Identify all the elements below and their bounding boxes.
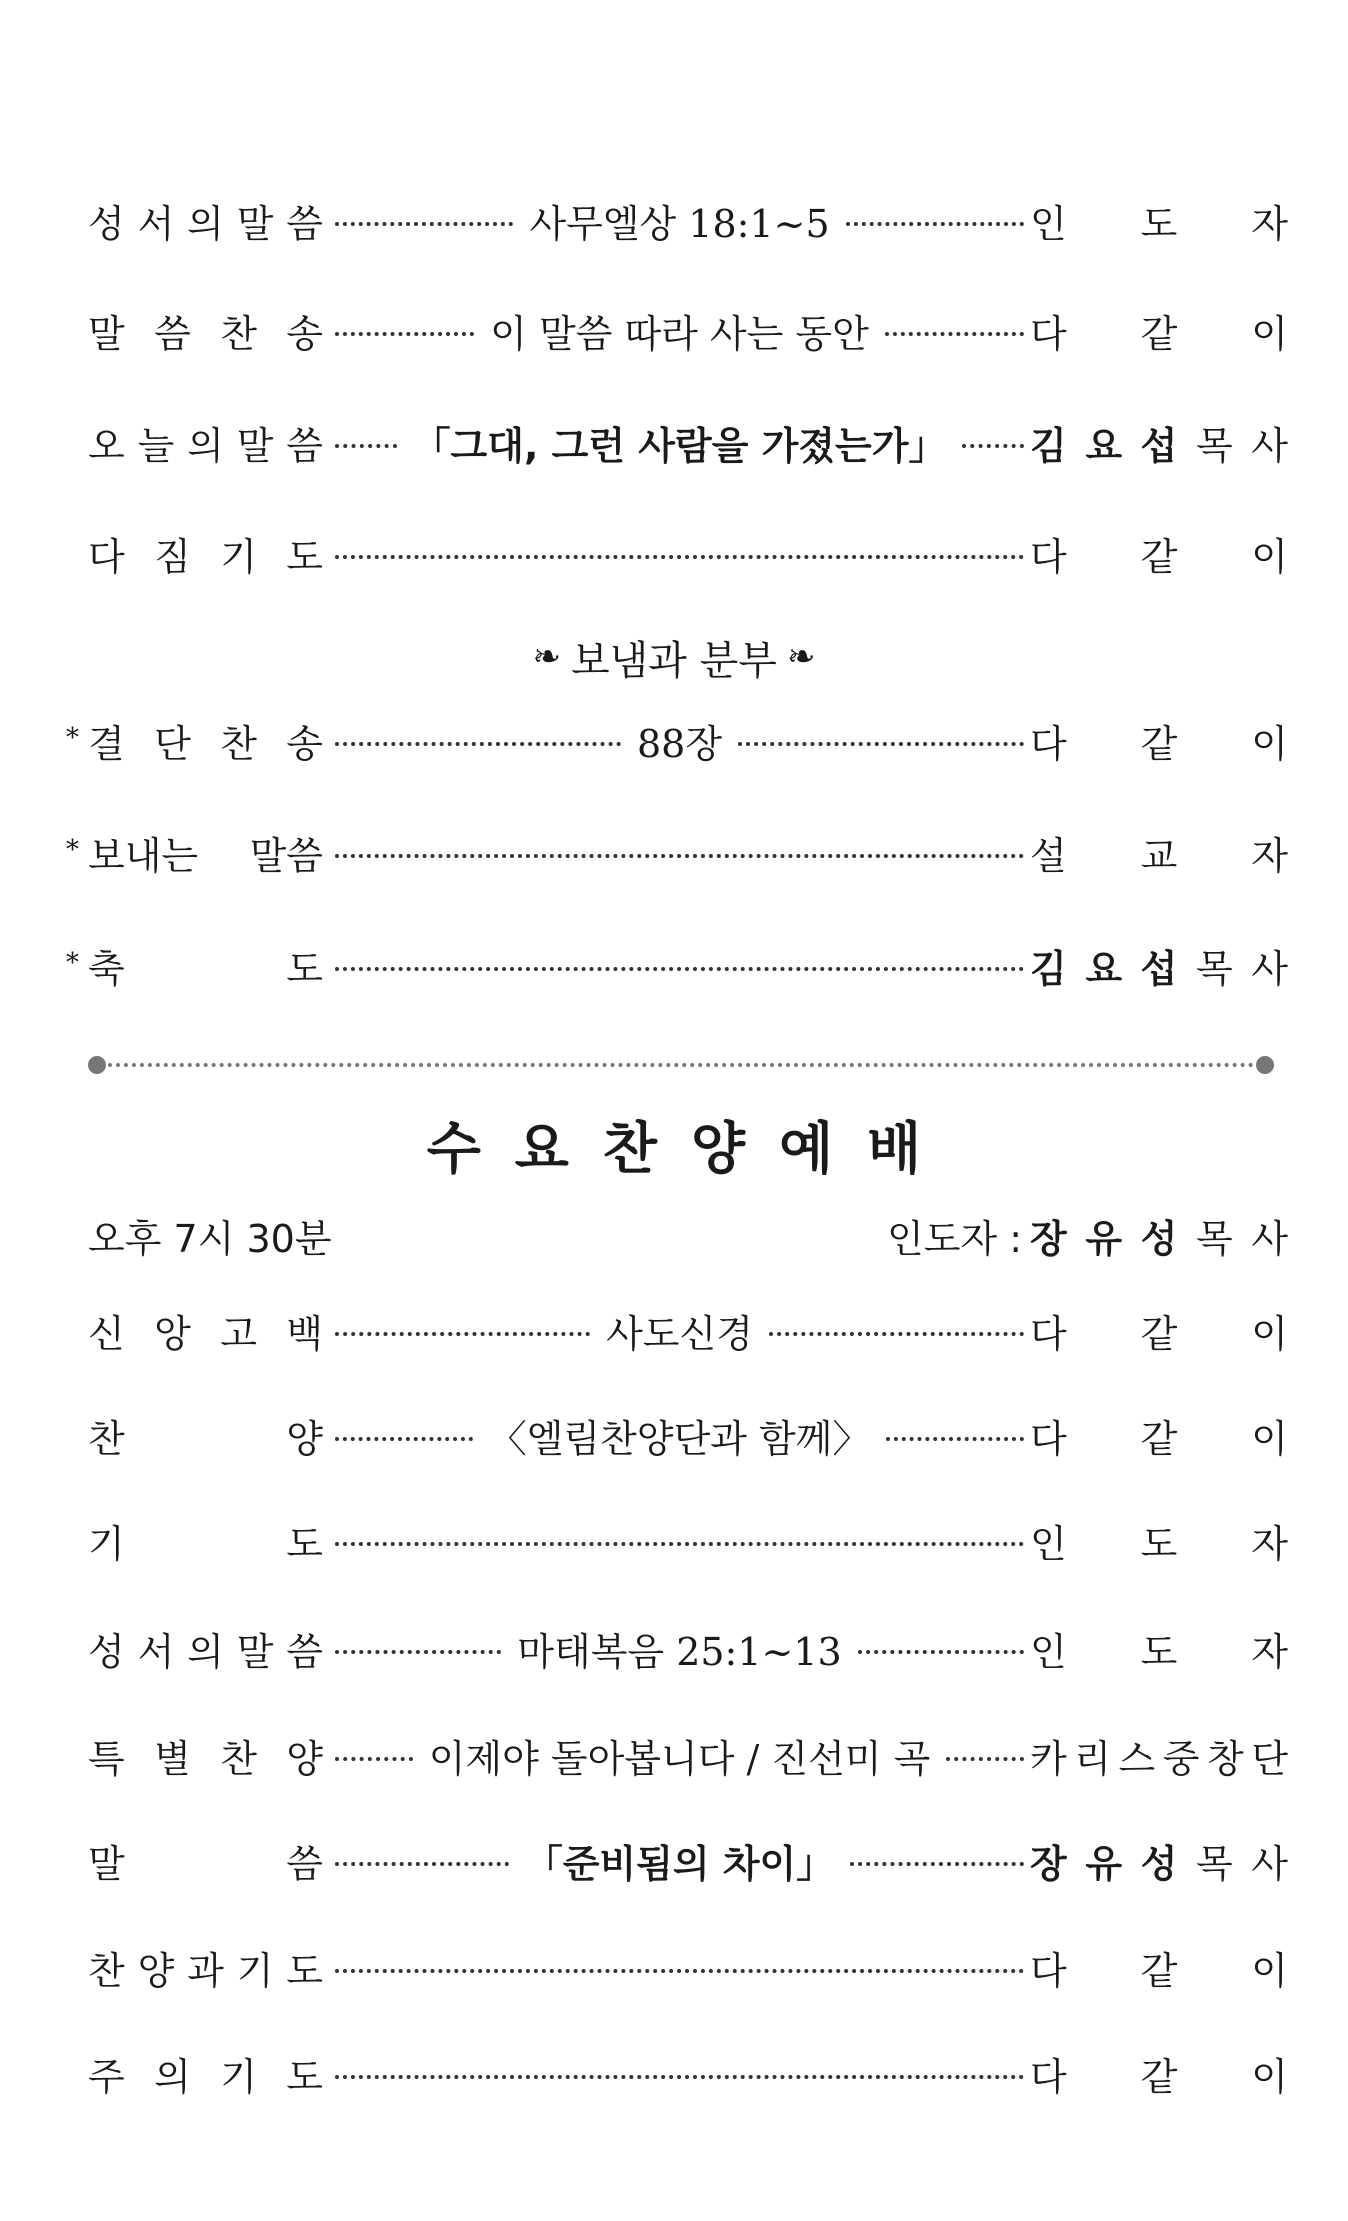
leader-name-char: 유 <box>1085 1216 1123 1261</box>
row-label-char: 찬 <box>220 311 257 356</box>
row-person-char: 자 <box>1251 201 1288 246</box>
row-leader-dots <box>335 303 1024 358</box>
ornament-right-icon: ❧ <box>786 637 816 677</box>
row-label-char: 기 <box>220 2054 257 2099</box>
row-person <box>1030 1728 1288 1783</box>
row-label-char: 성 <box>88 201 125 246</box>
row-person-char: 이 <box>1251 1311 1288 1356</box>
row-label-char: 특 <box>88 1736 125 1781</box>
row-label-char: 고 <box>220 1311 257 1356</box>
row-label-char: 말 <box>236 201 274 246</box>
row-label-char: 단 <box>154 721 191 766</box>
row-label-char: 성 <box>88 1629 125 1674</box>
row-label-char: 과 <box>187 1948 224 1993</box>
row-person <box>1030 1303 1288 1358</box>
row-leader-dots <box>335 1408 1024 1463</box>
row-person-char: 같 <box>1140 1311 1178 1356</box>
row-person-char: 섭 <box>1140 423 1178 468</box>
row-person <box>1030 713 1288 768</box>
row-label-char: 의 <box>187 201 224 246</box>
row-content: 「준비됨의 차이」 <box>524 1841 835 1886</box>
leader-name-char: 사 <box>1251 1216 1288 1261</box>
row-label-char: 도 <box>286 946 323 991</box>
row-label <box>88 303 323 358</box>
row-person-char: 같 <box>1140 311 1178 356</box>
row-label-char: 서 <box>137 201 175 246</box>
row-label-char: 도 <box>286 1948 323 1993</box>
row-person-char: 자 <box>1251 1521 1288 1566</box>
row-person <box>1030 825 1288 880</box>
row-leader-dots <box>335 1728 1024 1783</box>
row-content: 마태복음 25:1~13 <box>517 1629 842 1674</box>
row-label-char: 도 <box>286 1521 323 1566</box>
row-person-char: 요 <box>1085 423 1123 468</box>
leader-label: 인도자 : <box>886 1216 1022 1261</box>
row-label <box>88 193 323 248</box>
row-label-char: 늘 <box>137 423 175 468</box>
row-person-char: 도 <box>1140 1521 1178 1566</box>
service-row <box>88 1405 1288 1465</box>
leader-name-char: 목 <box>1195 1216 1233 1261</box>
row-label-char: 다 <box>88 534 125 579</box>
row-label-char: 기 <box>220 534 257 579</box>
row-person-char: 설 <box>1030 833 1067 878</box>
row-label-char: 의 <box>187 423 224 468</box>
row-label-char: 오 <box>88 423 125 468</box>
row-person-char: 같 <box>1140 1416 1178 1461</box>
row-label-char: 말 <box>236 423 274 468</box>
row-person-char: 김 <box>1030 423 1067 468</box>
row-person <box>1030 938 1288 993</box>
row-label-char: 말 <box>88 311 125 356</box>
row-label-char: 송 <box>286 721 323 766</box>
row-label <box>66 938 323 993</box>
row-person-char: 중 <box>1162 1736 1200 1781</box>
row-person-char: 자 <box>1251 833 1288 878</box>
row-label <box>88 1303 323 1358</box>
service-row <box>88 2043 1288 2103</box>
row-person-char: 장 <box>1030 1841 1067 1886</box>
row-label-char: 양 <box>286 1416 323 1461</box>
row-person-char: 다 <box>1030 1948 1067 1993</box>
row-label-char: 기 <box>236 1948 274 1993</box>
row-label-char: 말 <box>88 1841 125 1886</box>
row-label-char: 백 <box>286 1311 323 1356</box>
row-person-char: 이 <box>1251 721 1288 766</box>
service-row <box>88 1830 1288 1890</box>
row-label-char: 보내는 <box>88 833 199 878</box>
row-person-char: 인 <box>1030 1629 1067 1674</box>
service-row <box>88 300 1288 360</box>
row-person-char: 같 <box>1140 534 1178 579</box>
row-content: 88장 <box>636 721 723 766</box>
row-label-char: 신 <box>88 1311 125 1356</box>
row-person-char: 인 <box>1030 1521 1067 1566</box>
row-leader-dots <box>335 713 1024 768</box>
leader-info <box>887 1208 1288 1263</box>
service-row <box>88 190 1288 250</box>
row-label <box>88 1728 323 1783</box>
row-label <box>66 825 323 880</box>
row-label-char: 찬 <box>220 1736 257 1781</box>
row-person <box>1030 193 1288 248</box>
row-person-char: 섭 <box>1140 946 1178 991</box>
leader-name-char: 성 <box>1140 1216 1178 1261</box>
service-info-line <box>88 1205 1288 1265</box>
service-row <box>88 1618 1288 1678</box>
row-label-char: 찬 <box>220 721 257 766</box>
row-label-char: 서 <box>137 1629 175 1674</box>
row-person-char: 다 <box>1030 534 1067 579</box>
row-person <box>1030 415 1288 470</box>
row-label-char: 도 <box>286 2054 323 2099</box>
row-leader-dots <box>335 1833 1024 1888</box>
row-person <box>1030 1408 1288 1463</box>
row-content: 이 말씀 따라 사는 동안 <box>490 311 869 356</box>
row-label-char: 축 <box>88 946 125 991</box>
section-divider <box>88 1055 1274 1075</box>
wednesday-service-title: 수요찬양예배 <box>426 1117 956 1182</box>
standing-marker: * <box>66 947 79 978</box>
row-person-char: 같 <box>1140 2054 1178 2099</box>
row-content: 〈엘림찬양단과 함께〉 <box>488 1416 871 1461</box>
row-label-char: 찬 <box>88 1948 125 1993</box>
row-person-char: 교 <box>1140 833 1178 878</box>
row-person-char: 사 <box>1251 1841 1288 1886</box>
row-label <box>88 415 323 470</box>
row-label-char: 씀 <box>154 311 191 356</box>
row-person <box>1030 1833 1288 1888</box>
leader-name <box>1030 1208 1288 1263</box>
service-row <box>88 523 1288 583</box>
row-person <box>1030 2046 1288 2101</box>
row-person-char: 이 <box>1251 1416 1288 1461</box>
row-label-char: 씀 <box>286 1841 323 1886</box>
row-person <box>1030 1940 1288 1995</box>
service-row <box>88 1937 1288 1997</box>
row-label-char: 송 <box>286 311 323 356</box>
row-person-char: 요 <box>1085 946 1123 991</box>
row-label-char: 찬 <box>88 1416 125 1461</box>
row-label-char: 씀 <box>286 1629 323 1674</box>
row-label-char: 씀 <box>286 201 323 246</box>
row-content: 이제야 돌아봅니다 / 진선미 곡 <box>428 1736 931 1781</box>
sending-heading <box>0 627 1348 687</box>
row-label <box>88 1833 323 1888</box>
standing-marker: * <box>66 834 79 865</box>
row-person-char: 다 <box>1030 311 1067 356</box>
service-time: 오후 7시 30분 <box>88 1216 332 1261</box>
row-person-char: 카 <box>1030 1736 1067 1781</box>
row-person-char: 도 <box>1140 1629 1178 1674</box>
row-label-char: 말 <box>236 1629 274 1674</box>
row-label <box>88 526 323 581</box>
row-label-char: 말씀 <box>249 833 323 878</box>
standing-marker: * <box>66 722 79 753</box>
service-row <box>88 1510 1288 1570</box>
row-person-char: 사 <box>1251 423 1288 468</box>
row-person-char: 성 <box>1140 1841 1178 1886</box>
row-person-char: 목 <box>1195 423 1233 468</box>
row-person <box>1030 526 1288 581</box>
row-content: 사도신경 <box>606 1311 753 1356</box>
row-person <box>1030 1513 1288 1568</box>
service-row <box>66 935 1288 995</box>
service-row <box>88 412 1288 472</box>
row-person-char: 김 <box>1030 946 1067 991</box>
service-row <box>66 710 1288 770</box>
row-person-char: 다 <box>1030 721 1067 766</box>
row-person-char: 단 <box>1251 1736 1288 1781</box>
row-label-char: 의 <box>187 1629 224 1674</box>
row-person-char: 이 <box>1251 534 1288 579</box>
row-person-char: 목 <box>1195 946 1233 991</box>
row-person-char: 자 <box>1251 1629 1288 1674</box>
row-label <box>88 1621 323 1676</box>
row-person-char: 이 <box>1251 311 1288 356</box>
row-leader-dots <box>335 547 1024 559</box>
row-content: 「그대, 그런 사람을 가졌는가」 <box>412 423 947 468</box>
row-label-char: 앙 <box>154 1311 191 1356</box>
row-person-char: 같 <box>1140 721 1178 766</box>
row-label <box>66 713 323 768</box>
row-leader-dots <box>335 1534 1024 1546</box>
ornament-left-icon: ❧ <box>532 637 562 677</box>
row-person-char: 도 <box>1140 201 1178 246</box>
row-label-char: 짐 <box>154 534 191 579</box>
row-person-char: 이 <box>1251 1948 1288 1993</box>
sending-heading-text: 보냄과 분부 <box>571 637 777 684</box>
row-label <box>88 1408 323 1463</box>
row-leader-dots <box>335 846 1024 858</box>
row-person-char: 이 <box>1251 2054 1288 2099</box>
row-label-char: 결 <box>88 721 125 766</box>
row-person-char: 인 <box>1030 201 1067 246</box>
row-label-char: 도 <box>286 534 323 579</box>
row-label-char: 주 <box>88 2054 125 2099</box>
row-label <box>88 1513 323 1568</box>
row-person-char: 같 <box>1140 1948 1178 1993</box>
service-row <box>88 1725 1288 1785</box>
row-label <box>88 2046 323 2101</box>
row-person-char: 사 <box>1251 946 1288 991</box>
row-leader-dots <box>335 193 1024 248</box>
row-person-char: 유 <box>1085 1841 1123 1886</box>
row-person-char: 스 <box>1118 1736 1156 1781</box>
row-label-char: 기 <box>88 1521 125 1566</box>
row-label-char: 씀 <box>286 423 323 468</box>
row-person-char: 목 <box>1195 1841 1233 1886</box>
row-person <box>1030 303 1288 358</box>
row-label-char: 양 <box>286 1736 323 1781</box>
service-row <box>66 822 1288 882</box>
row-content: 사무엘상 18:1~5 <box>529 201 830 246</box>
row-label-char: 양 <box>137 1948 175 1993</box>
row-label-char: 의 <box>154 2054 191 2099</box>
service-row <box>88 1300 1288 1360</box>
row-label <box>88 1940 323 1995</box>
row-person-char: 창 <box>1207 1736 1244 1781</box>
row-person-char: 다 <box>1030 2054 1067 2099</box>
row-person <box>1030 1621 1288 1676</box>
row-person-char: 다 <box>1030 1311 1067 1356</box>
row-leader-dots <box>335 415 1024 470</box>
row-person-char: 다 <box>1030 1416 1067 1461</box>
row-leader-dots <box>335 1961 1024 1973</box>
row-person-char: 리 <box>1074 1736 1111 1781</box>
leader-name-char: 장 <box>1030 1216 1067 1261</box>
row-leader-dots <box>335 1303 1024 1358</box>
row-leader-dots <box>335 2067 1024 2079</box>
row-leader-dots <box>335 959 1024 971</box>
row-label-char: 별 <box>154 1736 191 1781</box>
row-leader-dots <box>335 1621 1024 1676</box>
